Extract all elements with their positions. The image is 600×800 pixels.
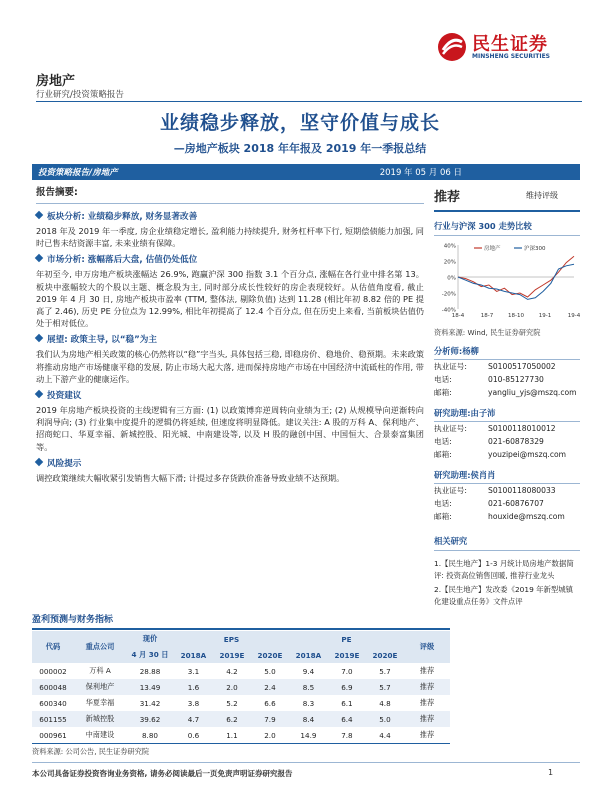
related-rule xyxy=(434,550,580,551)
th-eps: EPS xyxy=(174,631,289,647)
th-year: 2018A xyxy=(289,647,328,663)
forecast-table xyxy=(32,631,450,743)
analyst-list xyxy=(434,345,580,523)
section-title-text: 市场分析: 涨幅落后大盘, 估值仍处低位 xyxy=(47,255,198,266)
analyst-header xyxy=(434,469,580,481)
th-price: 现价 xyxy=(126,631,174,647)
table-cell: 推荐 xyxy=(404,679,450,695)
table-title: 盈利预测与财务指标 xyxy=(32,615,114,625)
table-cell: 2.0 xyxy=(264,730,276,740)
th-year: 2019E xyxy=(213,647,251,663)
table-cell: 新城控股 xyxy=(74,711,126,727)
section-title-text: 投资建议 xyxy=(47,391,82,402)
rating-row xyxy=(434,186,580,206)
th-code: 代码 xyxy=(32,631,74,663)
info-key: 邮箱: xyxy=(434,449,452,459)
table-cell: 华夏幸福 xyxy=(85,698,115,707)
analyst-name: 由子沛 xyxy=(470,407,496,418)
th-rating: 评级 xyxy=(404,631,450,663)
logo xyxy=(437,30,577,66)
th-year: 2020E xyxy=(251,647,289,663)
footer-rule xyxy=(32,762,580,763)
table-cell: 5.7 xyxy=(366,679,404,695)
analyst-info-row xyxy=(434,360,580,373)
table-cell: 2.0 xyxy=(213,679,251,695)
table-cell: 6.2 xyxy=(213,711,251,727)
rating-value: 维持评级 xyxy=(526,191,558,200)
table-cell: 13.49 xyxy=(126,679,174,695)
bar-date: 2019 年 05 月 06 日 xyxy=(379,168,462,178)
chart-source: 资料来源: Wind, 民生证券研究院 xyxy=(434,328,541,337)
table-row xyxy=(32,679,450,695)
footer-disclaimer: 本公司具备证券投资咨询业务资格, 请务必阅读最后一页免责声明证券研究报告 xyxy=(32,769,293,778)
section-body: 调控政策继续大幅收紧引发销售大幅下滑; 计提过多存货跌价准备导致业绩不达预期。 xyxy=(36,472,345,483)
info-key: 邮箱: xyxy=(434,387,452,397)
table-cell: 万科 A xyxy=(89,666,111,675)
th-pe: PE xyxy=(289,631,404,647)
table-cell: 600340 xyxy=(39,698,67,708)
section-title xyxy=(36,333,424,345)
table-cell: 1.1 xyxy=(226,730,238,740)
table-cell: 8.5 xyxy=(289,679,328,695)
table-cell: 5.2 xyxy=(226,698,238,708)
y-tick-label: -20% xyxy=(441,291,456,298)
sidebar xyxy=(434,186,580,608)
table-cell: 4.8 xyxy=(379,698,391,708)
analyst-info-row xyxy=(434,422,580,435)
page-number: 1 xyxy=(548,768,554,777)
x-tick-label: 19-4 xyxy=(567,313,580,319)
x-tick-label: 18-4 xyxy=(451,313,465,319)
table-cell: 9.4 xyxy=(302,666,315,676)
related-title: 相关研究 xyxy=(434,535,468,546)
bullet-icon xyxy=(35,390,43,398)
table-cell: 14.9 xyxy=(300,730,317,740)
table-row xyxy=(32,663,450,679)
analyst-block xyxy=(434,469,580,523)
table-row xyxy=(32,711,450,727)
chart-rule xyxy=(434,235,580,236)
related-item[interactable]: 2.【民生地产】发改委《2019 年新型城镇化建设重点任务》文件点评 xyxy=(434,584,574,606)
info-key: 执业证号: xyxy=(434,361,467,371)
logo-en: MINSHENG SECURITIES xyxy=(472,53,550,60)
analyst-info-row xyxy=(434,448,580,461)
rating-rule xyxy=(434,210,580,212)
table-cell: 8.4 xyxy=(289,711,328,727)
info-key: 执业证号: xyxy=(434,423,467,433)
series-line xyxy=(458,256,574,297)
table-cell: 5.0 xyxy=(366,711,404,727)
th-year: 2018A xyxy=(174,647,213,663)
analyst-info-row xyxy=(434,373,580,386)
section-title-text: 展望: 政策主导, 以“稳”为主 xyxy=(47,335,157,346)
series-line xyxy=(458,264,574,299)
table-cell: 4.2 xyxy=(226,666,238,676)
logo-icon xyxy=(437,32,467,62)
table-cell: 600048 xyxy=(32,679,74,695)
section-title xyxy=(36,253,424,265)
analyst-header xyxy=(434,407,580,419)
analyst-name: 杨柳 xyxy=(462,345,479,356)
analyst-header xyxy=(434,345,580,357)
bullet-icon xyxy=(35,254,43,262)
analyst-role: 研究助理: xyxy=(434,469,471,480)
table-source: 资料来源: 公司公告, 民生证券研究院 xyxy=(32,747,150,756)
table-cell: 3.1 xyxy=(187,666,200,676)
section-title xyxy=(36,389,424,401)
table-cell: 8.3 xyxy=(302,698,315,708)
header-rule xyxy=(36,101,582,102)
table-cell: 5.7 xyxy=(379,666,391,676)
table-cell: 4.4 xyxy=(379,730,391,740)
table-cell: 推荐 xyxy=(419,666,435,675)
table-bottom-rule xyxy=(32,743,450,744)
analyst-name: 侯肖肖 xyxy=(470,469,496,480)
table-cell: 601155 xyxy=(32,711,74,727)
table-cell: 31.42 xyxy=(139,698,161,708)
legend-label: 沪深300 xyxy=(524,246,546,252)
report-type: 行业研究/投资策略报告 xyxy=(36,90,124,100)
analyst-info-row xyxy=(434,386,580,399)
table-header-row xyxy=(32,631,450,647)
section-board xyxy=(36,210,424,249)
y-tick-label: 20% xyxy=(443,259,456,266)
table-cell: 推荐 xyxy=(419,730,435,739)
table-cell: 1.6 xyxy=(174,679,213,695)
table-cell: 3.8 xyxy=(187,698,200,708)
th-company: 重点公司 xyxy=(74,631,126,663)
rating-label: 推荐 xyxy=(434,190,461,205)
related-item[interactable]: 1.【民生地产】1-3 月统计局房地产数据简评: 投资高位销售回暖, 推荐行业龙头 xyxy=(434,558,574,580)
info-key: 邮箱: xyxy=(434,511,452,521)
bullet-icon xyxy=(35,334,43,342)
th-date: 4 月 30 日 xyxy=(126,647,174,663)
bullet-icon xyxy=(35,211,43,219)
table-cell: 6.9 xyxy=(328,679,366,695)
section-body: 2019 年房地产板块投资的主线逻辑有三方面: (1) 以政策博弈逆周转向业绩为王; (2) 从规模导向逆渐转向利润导向; (3) 行业集中度提升的逻辑仍将延续, 但速度将明显降低。建议关注: A 股的万科 A、保利地产、招商蛇口、华夏幸福、新城控股、阳光城、中南建设等, 以及 H 股的融创中国、中国恒大、合景泰富集团等。 xyxy=(36,405,424,452)
table-cell: 推荐 xyxy=(419,698,435,707)
info-value: 021-60878329 xyxy=(488,436,544,446)
table-cell: 5.0 xyxy=(264,666,276,676)
section-body: 2018 年及 2019 年一季度, 房企业绩稳定增长, 盈利能力持续提升, 财务杠杆率下行, 短期偿债能力加强, 同时已售未结资源丰富, 未来业绩有保障。 xyxy=(36,226,424,249)
report-bar xyxy=(32,164,580,180)
y-tick-label: -40% xyxy=(441,307,456,314)
section-title-text: 板块分析: 业绩稳步释放, 财务显著改善 xyxy=(47,212,198,222)
info-key: 电话: xyxy=(434,374,452,384)
table-cell: 7.8 xyxy=(341,730,353,740)
th-year: 2020E xyxy=(366,647,404,663)
analyst-info-row xyxy=(434,484,580,497)
table-row xyxy=(32,695,450,711)
section-title-text: 风险提示 xyxy=(47,458,82,469)
info-key: 电话: xyxy=(434,498,452,508)
section-title xyxy=(36,457,424,469)
table-cell: 2.4 xyxy=(251,679,289,695)
table-body xyxy=(32,663,450,743)
summary-rule xyxy=(36,203,424,204)
section-risk xyxy=(36,457,424,484)
analyst-block xyxy=(434,407,580,461)
analyst-block xyxy=(434,345,580,399)
table-rule xyxy=(32,628,450,630)
table-cell: 6.1 xyxy=(341,698,353,708)
section-body: 年初至今, 申万房地产板块涨幅达 26.9%, 跑赢沪深 300 指数 3.1 个百分点, 涨幅在各行业中排名第 13。板块中涨幅较大的个股以主题、概念股为主, 同时部分成长性较好的房企表现较好。从估值角度看, 截止 2019 年 4 月 30 日, 房地产板块市盈率 (TTM, 整体法, 剔除负值) 达到 11.28 (相比年初 8.82 倍的 PE 提高了 2.46), 历史 PE 分位点为 12.99%, 相比年初提高了 12.4 个百分点, 但在历史上来看, 当前板块估值仍处于相对低位。 xyxy=(36,269,424,329)
sub-title: —房地产板块 2018 年年报及 2019 年一季报总结 xyxy=(173,142,427,155)
bar-left: 投资策略报告/房地产 xyxy=(38,168,118,178)
section-market xyxy=(36,253,424,329)
info-value: S0100517050002 xyxy=(488,361,556,371)
analyst-info-row xyxy=(434,435,580,448)
analyst-info-row xyxy=(434,497,580,510)
info-value: S0100118080033 xyxy=(488,485,556,495)
email-link[interactable]: yangliu_yjs@mszq.com xyxy=(488,387,577,397)
table-cell: 000002 xyxy=(39,666,67,676)
table-cell: 7.0 xyxy=(341,666,353,676)
table-cell: 28.88 xyxy=(139,666,161,676)
x-tick-label: 19-1 xyxy=(538,313,552,319)
table-cell: 中南建设 xyxy=(85,730,115,739)
x-tick-label: 18-7 xyxy=(480,313,494,319)
section-title xyxy=(36,210,424,222)
industry-label: 房地产 xyxy=(36,74,76,89)
main-title: 业绩稳步释放，坚守价值与成长 xyxy=(159,112,440,134)
section-outlook xyxy=(36,333,424,385)
section-body: 我们认为房地产相关政策的核心仍然将以“稳”字当头, 具体包括三稳, 即稳房价、稳地价、稳预期。未来政策将推动房地产市场健康平稳的发展, 防止市场大起大落, 进而保持房地产市场在中国经济中流砥柱的作用, 带动上下游产业的健康运作。 xyxy=(36,349,424,384)
summary-heading: 报告摘要: xyxy=(36,187,78,198)
analyst-info-row xyxy=(434,510,580,523)
forecast-table-block xyxy=(32,612,450,758)
email-link[interactable]: youzipei@mszq.com xyxy=(488,449,567,459)
x-tick-label: 18-10 xyxy=(508,313,524,319)
table-cell: 8.80 xyxy=(141,730,158,740)
y-tick-label: 40% xyxy=(443,243,456,250)
chart-title: 行业与沪深 300 走势比较 xyxy=(434,221,532,231)
email-link[interactable]: houxide@mszq.com xyxy=(488,511,565,521)
bullet-icon xyxy=(35,458,43,466)
trend-chart xyxy=(434,239,580,327)
info-key: 电话: xyxy=(434,436,452,446)
table-cell: 6.4 xyxy=(328,711,366,727)
table-cell: 39.62 xyxy=(126,711,174,727)
table-cell: 推荐 xyxy=(404,711,450,727)
y-tick-label: 0% xyxy=(447,275,456,282)
table-cell: 000961 xyxy=(39,730,67,740)
legend-label: 房地产 xyxy=(484,246,501,252)
analyst-role: 分析师: xyxy=(434,345,463,356)
info-value: S0100118010012 xyxy=(488,423,556,433)
analyst-role: 研究助理: xyxy=(434,407,471,418)
table-cell: 4.7 xyxy=(174,711,213,727)
table-cell: 0.6 xyxy=(187,730,200,740)
table-cell: 6.6 xyxy=(264,698,276,708)
section-investment xyxy=(36,389,424,453)
info-value: 010-85127730 xyxy=(488,374,544,384)
table-cell: 7.9 xyxy=(251,711,289,727)
table-row xyxy=(32,727,450,743)
th-year: 2019E xyxy=(328,647,366,663)
summary-column xyxy=(36,184,424,484)
table-cell: 保利地产 xyxy=(74,679,126,695)
info-key: 执业证号: xyxy=(434,485,467,495)
info-value: 021-60876707 xyxy=(488,498,544,508)
logo-cn: 民生证券 xyxy=(472,34,548,55)
